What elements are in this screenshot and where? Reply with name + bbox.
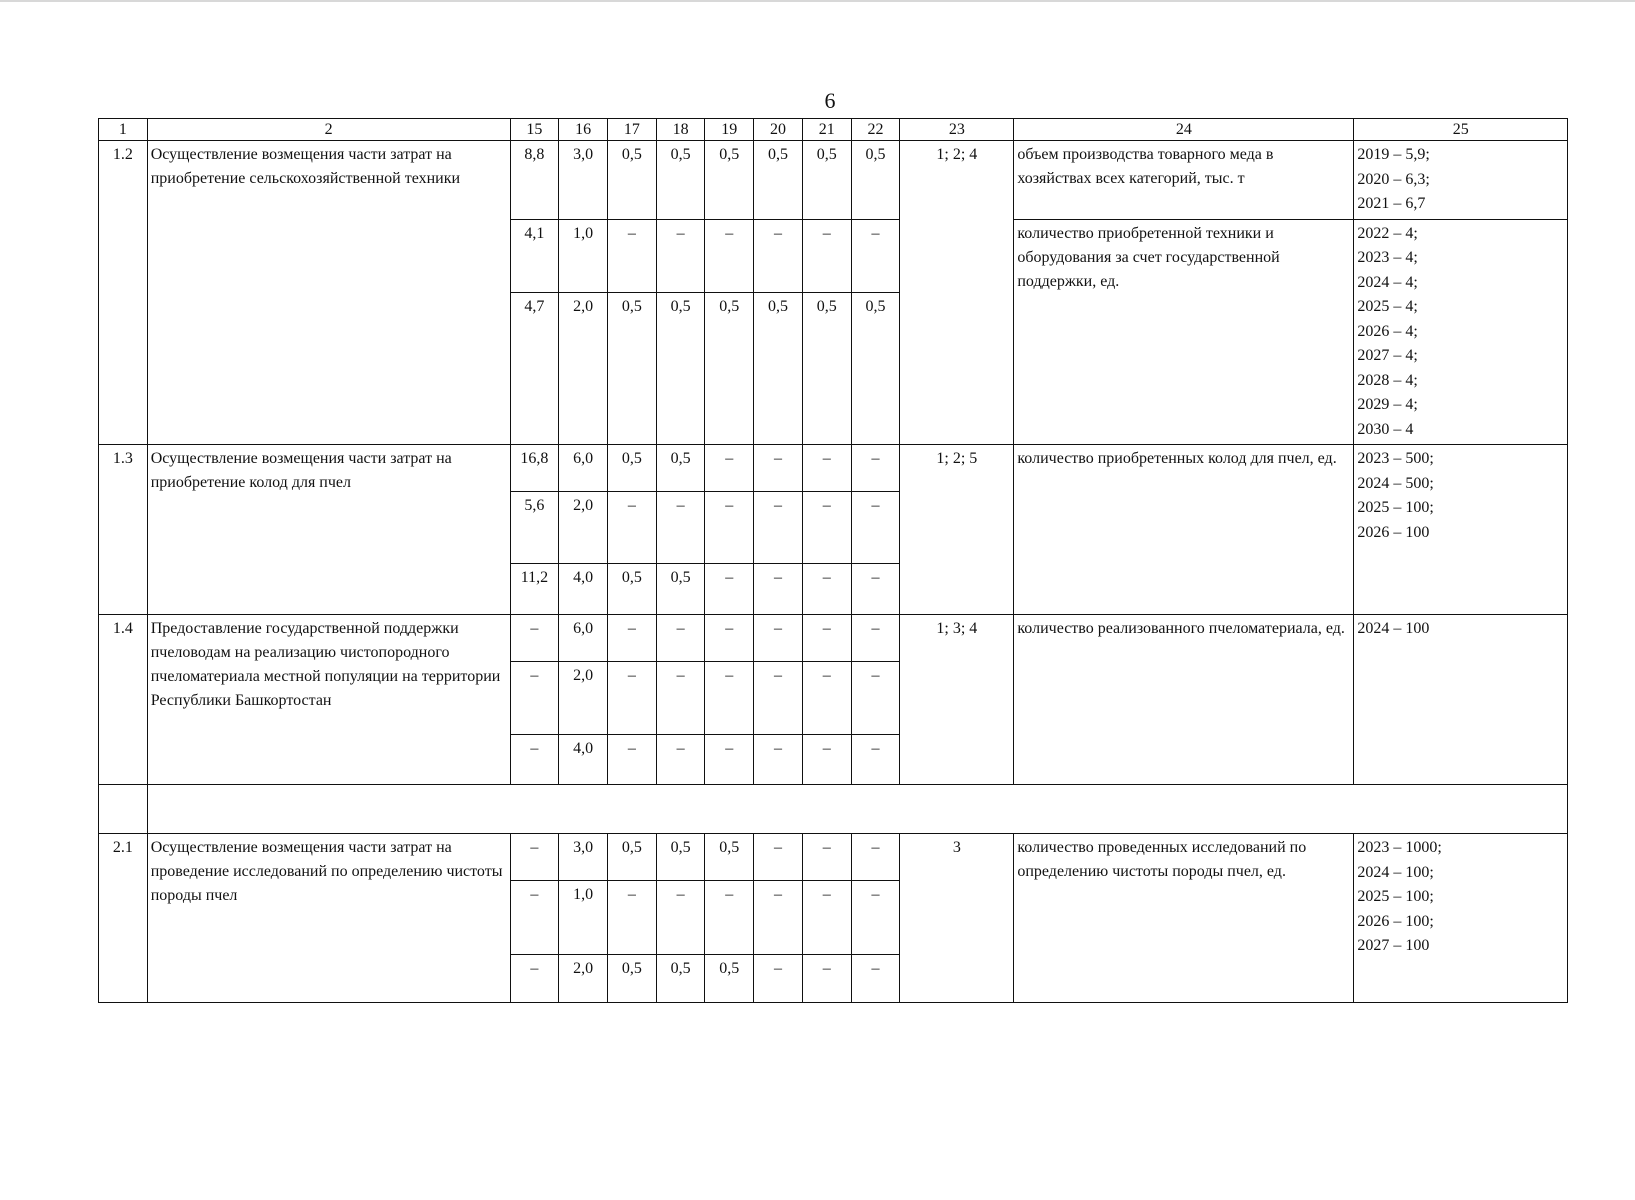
amount-cell: 0,5 [656, 834, 705, 881]
amount-cell: – [656, 219, 705, 293]
amount-cell: – [705, 735, 754, 785]
amount-cell: – [754, 955, 803, 1003]
amount-cell: – [705, 219, 754, 293]
header-cell: 15 [510, 119, 559, 141]
target-values [1354, 445, 1568, 615]
target-values [1354, 615, 1568, 785]
amount-cell: 6,0 [559, 445, 608, 492]
amount-cell: – [608, 881, 657, 955]
amount-cell: 2,0 [559, 955, 608, 1003]
indicator: количество проведенных исследований по определению чистоты породы пчел, ед. [1014, 834, 1354, 1003]
amount-cell: 16,8 [510, 445, 559, 492]
amount-cell: – [656, 492, 705, 564]
target-value: 2030 – 4 [1357, 420, 1414, 438]
amount-cell: 2,0 [559, 492, 608, 564]
amount-cell: – [656, 662, 705, 735]
amount-cell: 0,5 [754, 293, 803, 445]
target-value: 2027 – 4; [1357, 347, 1418, 364]
amount-cell: 0,5 [608, 955, 657, 1003]
header-row [99, 119, 1568, 141]
amount-cell: 0,5 [608, 834, 657, 881]
amount-cell: 4,1 [510, 219, 559, 293]
amount-cell: – [754, 564, 803, 615]
table-row-empty [99, 785, 1568, 834]
amount-cell: – [754, 881, 803, 955]
target-value: 2027 – 100 [1357, 937, 1430, 954]
amount-cell: 3,0 [559, 141, 608, 220]
header-cell: 17 [608, 119, 657, 141]
target-value: 2024 – 500; [1357, 474, 1434, 492]
amount-cell: – [802, 881, 851, 955]
target-value: 2023 – 500; [1357, 450, 1434, 467]
target-value: 2028 – 4; [1357, 371, 1418, 389]
target-value: 2019 – 5,9; [1357, 146, 1430, 163]
header-cell: 2 [147, 119, 510, 141]
amount-cell: – [754, 834, 803, 881]
amount-cell: 0,5 [705, 834, 754, 881]
task-numbers: 1; 3; 4 [900, 615, 1014, 785]
amount-cell: – [705, 492, 754, 564]
amount-cell: – [656, 881, 705, 955]
page-number: 6 [824, 88, 836, 113]
amount-cell: – [510, 615, 559, 662]
amount-cell: 0,5 [608, 445, 657, 492]
amount-cell: 0,5 [608, 564, 657, 615]
indicator: количество реализованного пчеломатериала, ед. [1014, 615, 1354, 785]
header-cell: 20 [754, 119, 803, 141]
amount-cell: – [851, 445, 900, 492]
header-cell: 25 [1354, 119, 1568, 141]
target-value: 2025 – 100; [1357, 888, 1434, 905]
scan-edge [0, 0, 1635, 2]
amount-cell: – [754, 662, 803, 735]
measure-name: Осуществление возмещения части затрат на приобретение сельскохозяйственной техники [147, 141, 510, 445]
measure-name: Осуществление возмещения части затрат на приобретение колод для пчел [147, 445, 510, 615]
empty-cell [99, 785, 148, 834]
table-row [99, 445, 1568, 492]
amount-cell: 0,5 [705, 955, 754, 1003]
task-numbers: 1; 2; 4 [900, 141, 1014, 445]
amount-cell: – [802, 735, 851, 785]
row-number: 1.3 [99, 445, 148, 615]
amount-cell: – [802, 564, 851, 615]
amount-cell: – [851, 834, 900, 881]
table-row [99, 615, 1568, 662]
program-table [98, 118, 1568, 1003]
target-value: 2024 – 4; [1357, 273, 1418, 291]
amount-cell: 0,5 [754, 141, 803, 220]
indicator: количество приобретенной техники и оборудования за счет государственной поддержки, ед. [1014, 219, 1354, 445]
amount-cell: – [802, 445, 851, 492]
measure-name: Осуществление возмещения части затрат на проведение исследований по определению чистоты породы пчел [147, 834, 510, 1003]
target-value: 2023 – 1000; [1357, 839, 1442, 856]
amount-cell: 3,0 [559, 834, 608, 881]
amount-cell: – [802, 662, 851, 735]
table-row [99, 834, 1568, 881]
header-cell: 18 [656, 119, 705, 141]
task-numbers: 3 [900, 834, 1014, 1003]
amount-cell: – [510, 834, 559, 881]
amount-cell: 1,0 [559, 881, 608, 955]
amount-cell: – [608, 662, 657, 735]
amount-cell: – [656, 735, 705, 785]
amount-cell: – [802, 955, 851, 1003]
amount-cell: 0,5 [802, 141, 851, 220]
target-values [1354, 834, 1568, 1003]
amount-cell: – [851, 955, 900, 1003]
amount-cell: – [510, 735, 559, 785]
header-cell: 24 [1014, 119, 1354, 141]
amount-cell: 6,0 [559, 615, 608, 662]
amount-cell: 0,5 [608, 293, 657, 445]
header-cell: 16 [559, 119, 608, 141]
amount-cell: – [510, 662, 559, 735]
amount-cell: – [656, 615, 705, 662]
amount-cell: – [754, 219, 803, 293]
amount-cell: – [851, 219, 900, 293]
amount-cell: 0,5 [705, 141, 754, 220]
amount-cell: 4,0 [559, 735, 608, 785]
amount-cell: 2,0 [559, 293, 608, 445]
amount-cell: – [754, 735, 803, 785]
amount-cell: – [754, 615, 803, 662]
row-number: 1.2 [99, 141, 148, 445]
amount-cell: 1,0 [559, 219, 608, 293]
target-value: 2021 – 6,7 [1357, 195, 1426, 212]
amount-cell: – [608, 615, 657, 662]
target-value: 2020 – 6,3; [1357, 170, 1430, 188]
amount-cell: 0,5 [656, 564, 705, 615]
target-values [1354, 141, 1568, 220]
measure-name: Предоставление государственной поддержки пчеловодам на реализацию чистопородного пчеломатериала местной популяции на территории Республики Башкортостан [147, 615, 510, 785]
target-value: 2026 – 100 [1357, 523, 1430, 541]
target-value: 2026 – 100; [1357, 912, 1434, 930]
amount-cell: 0,5 [656, 955, 705, 1003]
amount-cell: – [608, 735, 657, 785]
header-cell: 22 [851, 119, 900, 141]
amount-cell: – [705, 564, 754, 615]
header-cell: 1 [99, 119, 148, 141]
row-number: 1.4 [99, 615, 148, 785]
amount-cell: – [851, 564, 900, 615]
header-cell: 23 [900, 119, 1014, 141]
header-cell: 21 [802, 119, 851, 141]
amount-cell: 0,5 [705, 293, 754, 445]
task-numbers: 1; 2; 5 [900, 445, 1014, 615]
amount-cell: 5,6 [510, 492, 559, 564]
amount-cell: – [608, 219, 657, 293]
amount-cell: – [851, 881, 900, 955]
indicator: объем производства товарного меда в хозяйствах всех категорий, тыс. т [1014, 141, 1354, 220]
amount-cell: – [510, 881, 559, 955]
amount-cell: 0,5 [851, 141, 900, 220]
amount-cell: – [705, 881, 754, 955]
amount-cell: – [705, 445, 754, 492]
amount-cell: 0,5 [656, 293, 705, 445]
amount-cell: 0,5 [656, 141, 705, 220]
target-value: 2025 – 4; [1357, 298, 1418, 315]
empty-cell [147, 785, 1567, 834]
table-row [99, 141, 1568, 220]
amount-cell: – [851, 615, 900, 662]
amount-cell: – [705, 662, 754, 735]
target-value: 2026 – 4; [1357, 322, 1418, 340]
target-values [1354, 219, 1568, 445]
amount-cell: – [705, 615, 754, 662]
amount-cell: – [510, 955, 559, 1003]
indicator: количество приобретенных колод для пчел, ед. [1014, 445, 1354, 615]
amount-cell: – [851, 662, 900, 735]
amount-cell: – [802, 219, 851, 293]
target-value: 2024 – 100; [1357, 863, 1434, 881]
amount-cell: 0,5 [802, 293, 851, 445]
amount-cell: – [802, 834, 851, 881]
target-value: 2029 – 4; [1357, 396, 1418, 413]
amount-cell: 4,7 [510, 293, 559, 445]
amount-cell: – [754, 492, 803, 564]
amount-cell: 4,0 [559, 564, 608, 615]
target-value: 2022 – 4; [1357, 224, 1418, 242]
amount-cell: – [851, 492, 900, 564]
amount-cell: 0,5 [608, 141, 657, 220]
target-value: 2023 – 4; [1357, 249, 1418, 266]
amount-cell: 11,2 [510, 564, 559, 615]
amount-cell: – [802, 492, 851, 564]
target-value: 2024 – 100 [1357, 620, 1430, 637]
amount-cell: – [754, 445, 803, 492]
amount-cell: 0,5 [851, 293, 900, 445]
row-number: 2.1 [99, 834, 148, 1003]
header-cell: 19 [705, 119, 754, 141]
amount-cell: – [851, 735, 900, 785]
amount-cell: 0,5 [656, 445, 705, 492]
target-value: 2025 – 100; [1357, 499, 1434, 516]
amount-cell: – [608, 492, 657, 564]
amount-cell: 2,0 [559, 662, 608, 735]
amount-cell: 8,8 [510, 141, 559, 220]
amount-cell: – [802, 615, 851, 662]
